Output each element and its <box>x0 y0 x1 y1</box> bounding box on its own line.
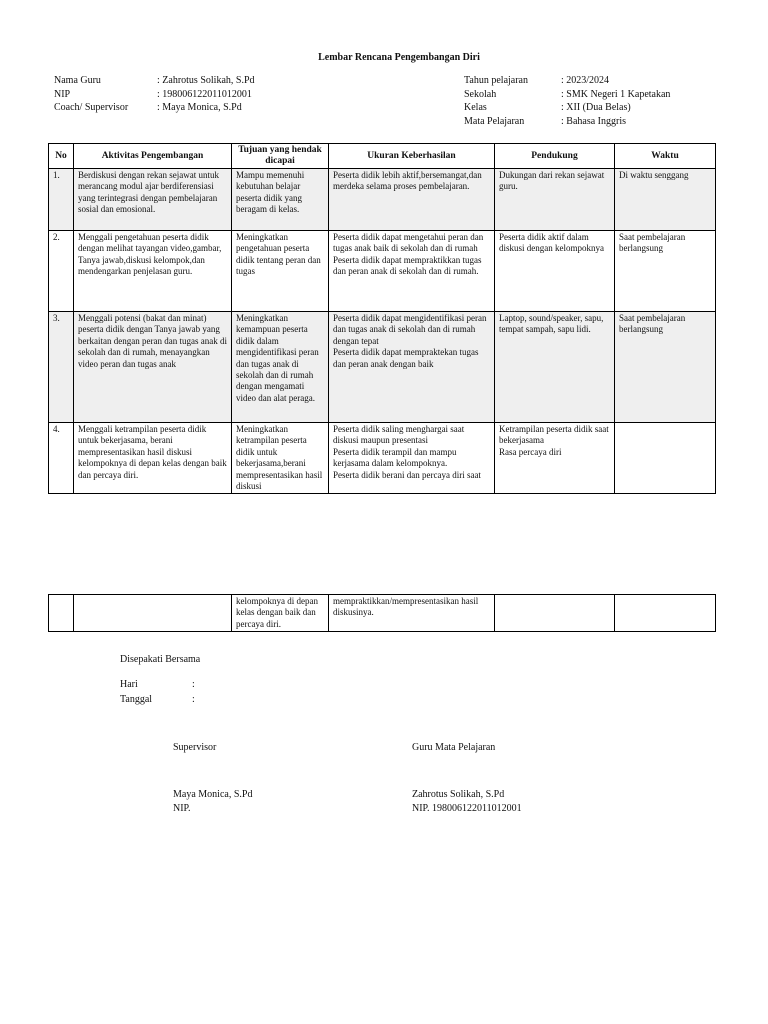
info-row-nama-guru <box>54 74 255 88</box>
info-label: Mata Pelajaran <box>464 115 525 127</box>
info-row-sekolah <box>464 88 670 102</box>
cell-pendukung: Ketrampilan peserta didik saat bekerjasama Rasa percaya diri <box>495 423 615 494</box>
info-value: : SMK Negeri 1 Kapetakan <box>561 88 671 100</box>
cell-aktivitas: Menggali ketrampilan peserta didik untuk bekerjasama, berani mempresentasikan hasil diskusi kelompoknya di depan kelas dengan baik dan percaya diri. <box>74 423 232 494</box>
info-value: : Zahrotus Solikah, S.Pd <box>157 75 255 86</box>
cell-no: 3. <box>49 312 74 423</box>
plan-table-continuation <box>48 594 716 632</box>
info-row-mapel <box>464 115 670 129</box>
guru-nip: NIP. 198006122011012001 <box>412 802 522 814</box>
school-info <box>464 74 670 128</box>
cell-waktu: Saat pembelajaran berlangsung <box>615 231 716 312</box>
plan-table <box>48 143 716 494</box>
header-ukuran: Ukuran Keberhasilan <box>329 144 495 169</box>
cell-tujuan: Mampu memenuhi kebutuhan belajar peserta didik yang beragam di kelas. <box>232 169 329 231</box>
cell-tujuan: Meningkatkan pengetahuan peserta didik tentang peran dan tugas <box>232 231 329 312</box>
table-row <box>49 312 716 423</box>
tanggal-row <box>120 693 195 707</box>
info-label: Kelas <box>464 102 487 113</box>
page-title: Lembar Rencana Pengembangan Diri <box>318 52 480 63</box>
tanggal-value: : <box>192 694 195 705</box>
cell-pendukung: Dukungan dari rekan sejawat guru. <box>495 169 615 231</box>
table-row <box>49 423 716 494</box>
cell-pendukung <box>495 595 615 632</box>
table-row <box>49 595 716 632</box>
cell-waktu <box>615 423 716 494</box>
supervisor-label: Supervisor <box>173 742 217 753</box>
hari-row <box>120 678 195 692</box>
cell-aktivitas: Berdiskusi dengan rekan sejawat untuk merancang modul ajar berdiferensiasi yang terintegrasi dengan pembelajaran sosial dan emosional. <box>74 169 232 231</box>
cell-no: 1. <box>49 169 74 231</box>
agreement-heading: Disepakati Bersama <box>120 654 201 665</box>
supervisor-name: Maya Monica, S.Pd <box>173 789 253 800</box>
hari-value: : <box>192 679 195 690</box>
info-value: : Bahasa Inggris <box>561 115 626 127</box>
info-value: : XII (Dua Belas) <box>561 102 631 113</box>
info-label: Tahun pelajaran <box>464 75 528 86</box>
table-row <box>49 169 716 231</box>
cell-ukuran: mempraktikkan/mempresentasikan hasil diskusinya. <box>329 595 495 632</box>
guru-label: Guru Mata Pelajaran <box>412 742 496 753</box>
cell-no: 2. <box>49 231 74 312</box>
guru-signature-block <box>412 788 522 815</box>
header-aktivitas: Aktivitas Pengembangan <box>74 144 232 169</box>
cell-ukuran: Peserta didik dapat mengetahui peran dan tugas anak baik di sekolah dan di rumah Peserta didik dapat mempraktikkan tugas dan peran anak di sekolah dan di rumah. <box>329 231 495 312</box>
info-label: NIP <box>54 88 71 100</box>
cell-aktivitas: Menggali pengetahuan peserta didik dengan melihat tayangan video,gambar, Tanya jawab,diskusi kelompok,dan mendengarkan penjelasan guru. <box>74 231 232 312</box>
cell-no: 4. <box>49 423 74 494</box>
cell-waktu <box>615 595 716 632</box>
table-row <box>49 231 716 312</box>
header-no: No <box>49 144 74 169</box>
cell-aktivitas: Menggali potensi (bakat dan minat) peserta didik dengan Tanya jawab yang berkaitan dengan peran dan tugas anak di sekolah dan di rumah, menayangkan video peran dan tugas anak <box>74 312 232 423</box>
info-label: Nama Guru <box>54 75 101 86</box>
info-value: : 198006122011012001 <box>157 88 252 100</box>
supervisor-nip: NIP. <box>173 802 191 814</box>
cell-tujuan: Meningkatkan ketrampilan peserta didik untuk bekerjasama,berani mempresentasikan hasil diskusi <box>232 423 329 494</box>
guru-name: Zahrotus Solikah, S.Pd <box>412 789 505 800</box>
teacher-info <box>54 74 255 115</box>
table-header-row <box>49 144 716 169</box>
cell-pendukung: Peserta didik aktif dalam diskusi dengan kelompoknya <box>495 231 615 312</box>
cell-ukuran: Peserta didik lebih aktif,bersemangat,dan merdeka selama proses pembelajaran. <box>329 169 495 231</box>
info-value: : Maya Monica, S.Pd <box>157 102 242 113</box>
cell-aktivitas <box>74 595 232 632</box>
info-row-coach <box>54 101 255 115</box>
header-tujuan: Tujuan yang hendak dicapai <box>232 144 329 169</box>
info-label: Coach/ Supervisor <box>54 102 129 113</box>
cell-waktu: Di waktu senggang <box>615 169 716 231</box>
cell-ukuran: Peserta didik dapat mengidentifikasi peran dan tugas anak di sekolah dan di rumah dengan tepat Peserta didik dapat mempraktekan tugas dan peran anak dengan baik <box>329 312 495 423</box>
cell-pendukung: Laptop, sound/speaker, sapu, tempat sampah, sapu lidi. <box>495 312 615 423</box>
cell-waktu: Saat pembelajaran berlangsung <box>615 312 716 423</box>
cell-no <box>49 595 74 632</box>
cell-tujuan: Meningkatkan kemampuan peserta didik dalam mengidentifikasi peran dan tugas anak di sekolah dan di rumah dengan mengamati video dan alat peraga. <box>232 312 329 423</box>
cell-tujuan: kelompoknya di depan kelas dengan baik dan percaya diri. <box>232 595 329 632</box>
hari-label: Hari <box>120 679 138 690</box>
header-pendukung: Pendukung <box>495 144 615 169</box>
tanggal-label: Tanggal <box>120 694 153 705</box>
info-row-nip <box>54 88 255 102</box>
supervisor-signature-block <box>173 788 252 815</box>
info-row-kelas <box>464 101 670 115</box>
info-label: Sekolah <box>464 88 497 100</box>
info-value: : 2023/2024 <box>561 75 610 86</box>
cell-ukuran: Peserta didik saling menghargai saat diskusi maupun presentasi Peserta didik terampil dan mampu kerjasama dalam kelompoknya. Peserta didik berani dan percaya diri saat <box>329 423 495 494</box>
info-row-tahun <box>464 74 670 88</box>
header-waktu: Waktu <box>615 144 716 169</box>
